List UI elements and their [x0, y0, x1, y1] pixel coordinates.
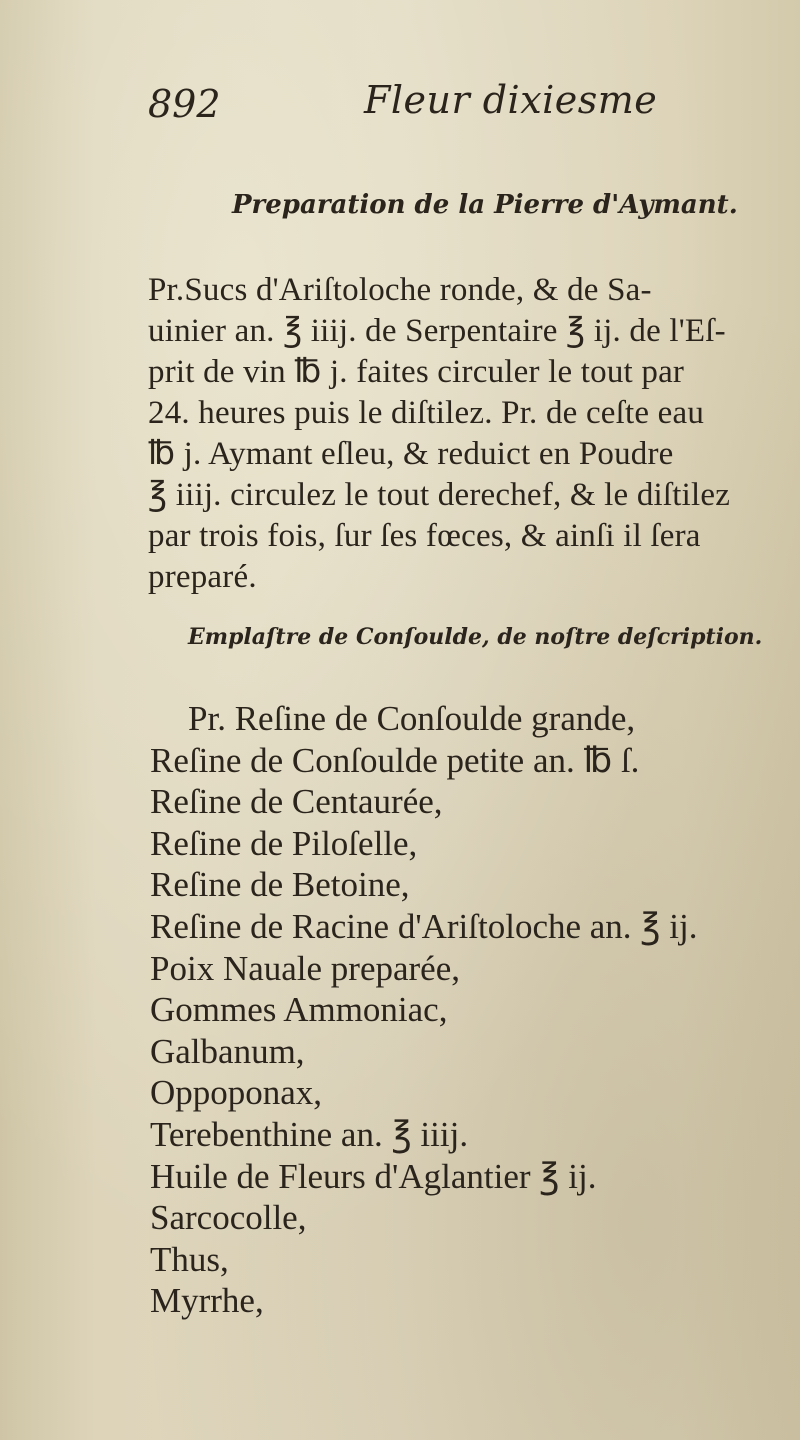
ingredient-list — [150, 698, 790, 1322]
ingredient-line: Myrrhe, — [150, 1281, 264, 1321]
running-head: Fleur dixiesme — [364, 78, 658, 122]
section-title-emplastre: Emplaſtre de Conſoulde, de noſtre deſcription. — [188, 624, 763, 650]
ingredient-line: Poix Nauale preparée, — [150, 948, 460, 988]
text-line: prit de vin ℔ j. faites circuler le tout par — [148, 354, 685, 390]
ingredient-line: Sarcocolle, — [150, 1198, 307, 1238]
text-line: Pr.Sucs d'Ariſtoloche ronde, & de Sa- — [148, 272, 652, 308]
page-number: 892 — [148, 82, 221, 126]
text-line: preparé. — [148, 559, 257, 595]
ingredient-line: Huile de Fleurs d'Aglantier ℥ ij. — [150, 1156, 597, 1196]
ingredient-line: Reſine de Centaurée, — [150, 782, 443, 822]
ingredient-line: Thus, — [150, 1239, 229, 1279]
ingredient-line: Terebenthine an. ℥ iiij. — [150, 1114, 469, 1154]
text-line: ℔ j. Aymant eſleu, & reduict en Poudre — [148, 436, 674, 472]
ingredient-line: Gommes Ammoniac, — [150, 990, 448, 1030]
text-line: 24. heures puis le diſtilez. Pr. de ceſte eau — [148, 395, 705, 431]
text-line: ℥ iiij. circulez le tout derechef, & le diſtilez — [148, 477, 731, 513]
ingredient-line: Reſine de Racine d'Ariſtoloche an. ℥ ij. — [150, 906, 698, 946]
text-line: uinier an. ℥ iiij. de Serpentaire ℥ ij. de l'Eſ- — [148, 313, 726, 349]
ingredient-line: Galbanum, — [150, 1031, 305, 1071]
page-header — [148, 78, 748, 134]
text-line: par trois fois, ſur ſes fœces, & ainſi il ſera — [148, 518, 701, 554]
preparation-paragraph — [148, 270, 788, 598]
ingredient-line: Reſine de Conſoulde petite an. ℔ ſ. — [150, 740, 640, 780]
section-title-pierre-aymant: Preparation de la Pierre d'Aymant. — [232, 190, 738, 220]
ingredient-line: Reſine de Betoine, — [150, 865, 410, 905]
ingredient-line: Pr. Reſine de Conſoulde grande, — [188, 699, 636, 738]
ingredient-line: Oppoponax, — [150, 1073, 323, 1113]
ingredient-line: Reſine de Piloſelle, — [150, 823, 418, 863]
